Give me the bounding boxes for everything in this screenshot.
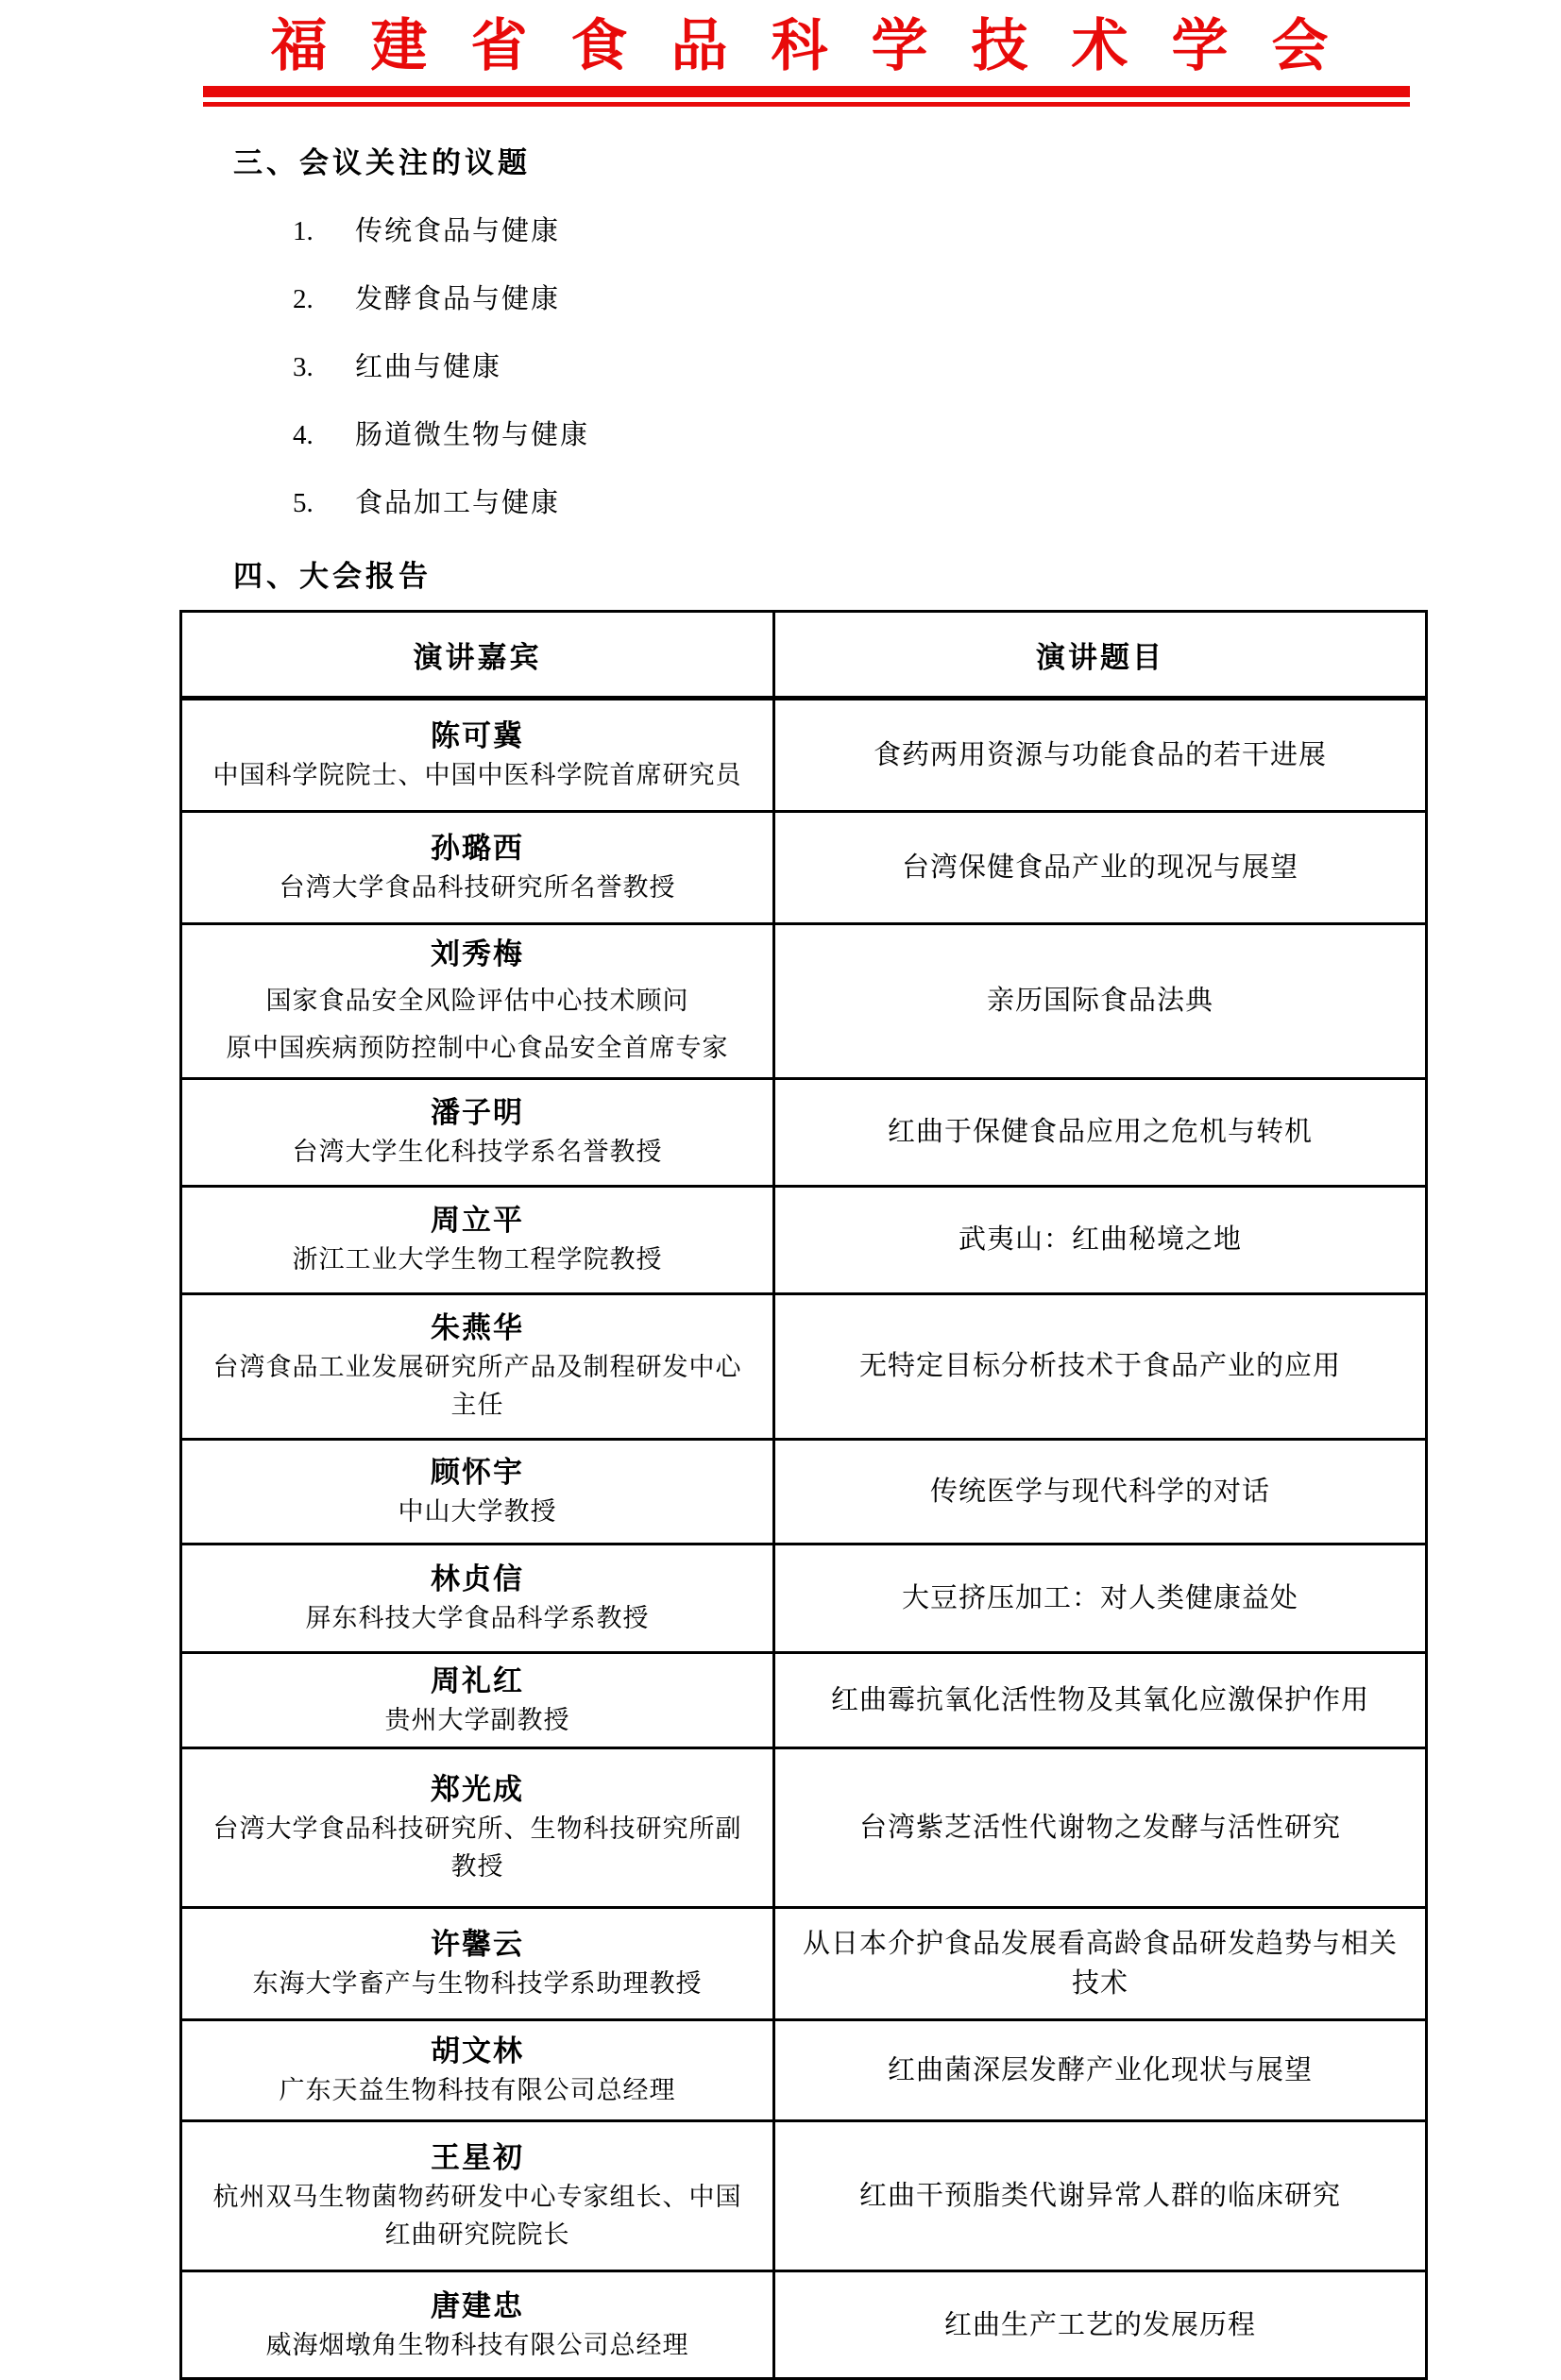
topic-text: 肠道微生物与健康 [355,420,590,450]
speaker-name: 周立平 [431,1204,524,1238]
table-row [181,1294,1427,1440]
topic-number: 5. [293,488,314,518]
table-header-row [181,612,1427,699]
topic-text: 食品加工与健康 [355,488,561,518]
speaker-cell [181,1653,774,1748]
talk-title-cell: 从日本介护食品发展看高龄食品研发趋势与相关技术 [774,1908,1427,2020]
topic-text: 红曲与健康 [355,352,502,382]
table-row [181,1908,1427,2020]
table-row [181,2020,1427,2121]
talk-title-cell: 红曲菌深层发酵产业化现状与展望 [774,2020,1427,2121]
red-double-rule [203,86,1410,107]
speaker-cell [181,2121,774,2271]
speaker-affiliation: 广东天益生物科技有限公司总经理 [279,2076,676,2105]
talk-title-cell: 无特定目标分析技术于食品产业的应用 [774,1294,1427,1440]
table-row [181,1187,1427,1294]
speaker-cell [181,1908,774,2020]
speaker-cell [181,1440,774,1544]
table-row [181,2121,1427,2271]
topic-text: 发酵食品与健康 [355,284,561,314]
speaker-name: 唐建忠 [431,2288,524,2322]
talk-title-cell: 大豆挤压加工：对人类健康益处 [774,1544,1427,1653]
org-header [179,11,1419,107]
column-header-title: 演讲题目 [774,612,1427,699]
speaker-name: 林贞信 [431,1561,524,1595]
speaker-cell [181,2020,774,2121]
talk-title-cell: 台湾保健食品产业的现况与展望 [774,812,1427,924]
speaker-name: 郑光成 [431,1772,524,1806]
talk-title-cell: 红曲霉抗氧化活性物及其氧化应激保护作用 [774,1653,1427,1748]
speaker-cell [181,1294,774,1440]
speaker-affiliation: 东海大学畜产与生物科技学系助理教授 [252,1969,703,1999]
talk-title-cell: 红曲干预脂类代谢异常人群的临床研究 [774,2121,1427,2271]
topic-item [293,481,1425,520]
speaker-name: 许馨云 [431,1928,524,1962]
speaker-name: 孙璐西 [431,831,524,865]
reports-section-heading: 四、大会报告 [233,560,432,593]
column-header-speaker: 演讲嘉宾 [181,612,774,699]
speaker-cell [181,1748,774,1908]
speaker-name: 朱燕华 [431,1311,524,1345]
table-row [181,1079,1427,1187]
speaker-affiliation: 中国科学院院士、中国中医科学院首席研究员 [212,760,742,789]
speaker-affiliation: 屏东科技大学食品科学系教授 [305,1603,650,1632]
table-row [181,1653,1427,1748]
speaker-affiliation: 台湾大学食品科技研究所名誉教授 [279,872,676,902]
speaker-affiliation: 台湾大学食品科技研究所、生物科技研究所副教授 [212,1814,742,1882]
speaker-name: 陈可冀 [431,718,524,752]
topic-number: 3. [293,352,314,382]
table-row [181,1544,1427,1653]
talk-title-cell: 亲历国际食品法典 [774,924,1427,1079]
topics-list [179,210,1425,520]
speaker-cell [181,812,774,924]
org-title: 福建省食品科学技术学会 [270,15,1372,77]
talk-title-cell: 红曲生产工艺的发展历程 [774,2271,1427,2379]
table-row [181,699,1427,812]
speaker-affiliation-2: 原中国疾病预防控制中心食品安全首席专家 [226,1034,729,1063]
topic-item [293,210,1425,248]
talk-title-cell: 食药两用资源与功能食品的若干进展 [774,699,1427,812]
speaker-affiliation: 台湾食品工业发展研究所产品及制程研发中心主任 [212,1352,742,1420]
table-row [181,1440,1427,1544]
speaker-affiliation: 中山大学教授 [398,1496,557,1526]
topic-item [293,346,1425,384]
speaker-cell [181,1187,774,1294]
topics-section-heading: 三、会议关注的议题 [233,146,531,179]
speaker-affiliation: 台湾大学生化科技学系名誉教授 [292,1138,663,1167]
speaker-affiliation: 威海烟墩角生物科技有限公司总经理 [265,2330,689,2359]
speaker-name: 胡文林 [431,2034,524,2068]
speaker-affiliation: 杭州双马生物菌物药研发中心专家组长、中国红曲研究院院长 [212,2182,742,2250]
topic-item [293,278,1425,316]
topic-item [293,414,1425,452]
table-row [181,812,1427,924]
speaker-name: 刘秀梅 [431,937,524,971]
topic-text: 传统食品与健康 [355,216,561,246]
reports-table [179,610,1428,2380]
document-content [179,139,1425,2380]
speaker-affiliation: 贵州大学副教授 [384,1705,570,1734]
topic-number: 2. [293,284,314,314]
table-row [181,1748,1427,1908]
topic-number: 4. [293,420,314,450]
speaker-cell [181,699,774,812]
speaker-cell [181,1079,774,1187]
talk-title-cell: 传统医学与现代科学的对话 [774,1440,1427,1544]
speaker-name: 王星初 [431,2140,524,2174]
speaker-cell [181,2271,774,2379]
speaker-name: 潘子明 [431,1096,524,1130]
speaker-affiliation: 浙江工业大学生物工程学院教授 [292,1245,663,1274]
table-row [181,2271,1427,2379]
topic-number: 1. [293,216,314,246]
table-row [181,924,1427,1079]
speaker-cell [181,924,774,1079]
speaker-name: 周礼红 [431,1664,524,1697]
talk-title-cell: 红曲于保健食品应用之危机与转机 [774,1079,1427,1187]
speaker-affiliation: 国家食品安全风险评估中心技术顾问 [265,986,689,1015]
speaker-name: 顾怀宇 [431,1455,524,1489]
talk-title-cell: 武夷山：红曲秘境之地 [774,1187,1427,1294]
talk-title-cell: 台湾紫芝活性代谢物之发酵与活性研究 [774,1748,1427,1908]
speaker-cell [181,1544,774,1653]
